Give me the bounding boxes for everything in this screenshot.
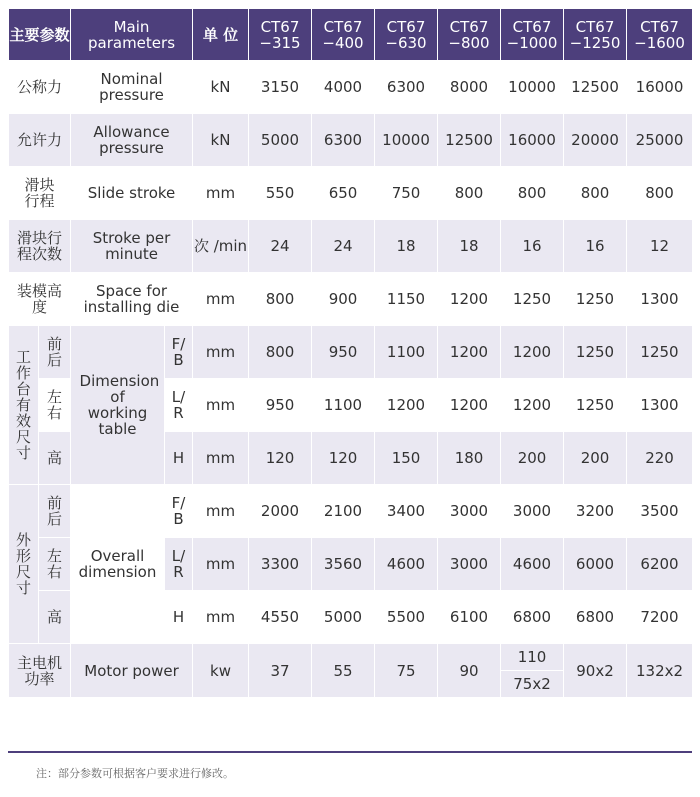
- row-unit: mm: [193, 167, 249, 220]
- model-header: CT67 −1600: [627, 9, 693, 61]
- row-label-zh-text: 主电机功率: [16, 653, 62, 688]
- cell-value: 6800: [501, 591, 564, 644]
- cell-value: 18: [438, 220, 501, 273]
- cell-value: 6300: [375, 61, 438, 114]
- sub-code: L/ R: [165, 379, 193, 432]
- cell-value: 1200: [438, 273, 501, 326]
- cell-value: 3300: [249, 538, 312, 591]
- cell-value: 18: [375, 220, 438, 273]
- cell-value: 10000: [375, 114, 438, 167]
- group-label-en: [71, 485, 165, 644]
- cell-value: 12: [627, 220, 693, 273]
- cell-value: 5500: [375, 591, 438, 644]
- table-row: [9, 220, 693, 273]
- cell-value: 37: [249, 644, 312, 698]
- cell-value: 75x2: [513, 675, 551, 693]
- cell-value: 6800: [564, 591, 627, 644]
- row-unit: mm: [193, 432, 249, 485]
- cell-value: 55: [312, 644, 375, 698]
- sub-code: H: [165, 432, 193, 485]
- row-unit: 次 /min: [193, 220, 249, 273]
- cell-value: 1250: [564, 273, 627, 326]
- cell-value: 2100: [312, 485, 375, 538]
- cell-value: 4600: [375, 538, 438, 591]
- cell-value: 90x2: [564, 644, 627, 698]
- row-label-zh: [9, 167, 71, 220]
- row-unit: mm: [193, 591, 249, 644]
- cell-value: 800: [627, 167, 693, 220]
- sub-label-zh-text: 左右: [46, 547, 62, 581]
- cell-value: 200: [501, 432, 564, 485]
- footnote: 注：部分参数可根据客户要求进行修改。: [36, 767, 234, 780]
- cell-value: 200: [564, 432, 627, 485]
- row-label-en: Space for installing die: [71, 273, 193, 326]
- table-row: [9, 273, 693, 326]
- cell-value: 750: [375, 167, 438, 220]
- row-label-zh-text: 滑块行程次数: [16, 229, 62, 263]
- cell-value: 3000: [438, 485, 501, 538]
- table-row: [9, 61, 693, 114]
- cell-value: 110: [501, 644, 563, 671]
- model-header: CT67 −315: [249, 9, 312, 61]
- cell-value: 16: [564, 220, 627, 273]
- cell-value: 950: [249, 379, 312, 432]
- row-unit: mm: [193, 273, 249, 326]
- cell-value: 1200: [438, 379, 501, 432]
- cell-value: 3200: [564, 485, 627, 538]
- row-label-en: Allowance pressure: [71, 114, 193, 167]
- sub-label-zh: [39, 326, 71, 379]
- cell-value: 25000: [627, 114, 693, 167]
- cell-value: 120: [312, 432, 375, 485]
- row-unit: kN: [193, 61, 249, 114]
- sub-label-zh: [39, 379, 71, 432]
- group-label-zh-text: 工作台有效尺寸: [16, 348, 32, 462]
- cell-value: 800: [564, 167, 627, 220]
- row-unit: kN: [193, 114, 249, 167]
- cell-value: 150: [375, 432, 438, 485]
- table-row: [9, 114, 693, 167]
- sub-code: H: [165, 591, 193, 644]
- cell-value: 220: [627, 432, 693, 485]
- footer-divider: [8, 751, 692, 753]
- cell-value: 550: [249, 167, 312, 220]
- header-zh: 主要参数: [9, 9, 71, 61]
- table-row: [9, 644, 693, 698]
- row-label-zh: [9, 273, 71, 326]
- group-label-en-text: Overall dimension: [78, 547, 157, 581]
- cell-value: 1150: [375, 273, 438, 326]
- cell-value: 12500: [438, 114, 501, 167]
- cell-value: 6200: [627, 538, 693, 591]
- cell-value: 1250: [501, 273, 564, 326]
- cell-value: 5000: [249, 114, 312, 167]
- cell-value: 90: [438, 644, 501, 698]
- row-unit: mm: [193, 538, 249, 591]
- row-label-en: Nominal pressure: [71, 61, 193, 114]
- cell-value-split: [501, 644, 564, 698]
- cell-value: 16000: [501, 114, 564, 167]
- table-row: [9, 485, 693, 538]
- cell-value: 3150: [249, 61, 312, 114]
- group-label-zh: [9, 326, 39, 485]
- sub-label-zh: 高: [39, 591, 71, 644]
- cell-value: 950: [312, 326, 375, 379]
- parameter-table: [8, 8, 693, 698]
- row-unit: kw: [193, 644, 249, 698]
- cell-value: 1100: [375, 326, 438, 379]
- model-header: CT67 −630: [375, 9, 438, 61]
- row-label-zh-text: 装模高度: [16, 282, 62, 316]
- header-row: [9, 9, 693, 61]
- table-row: [9, 326, 693, 379]
- cell-value: 1200: [438, 326, 501, 379]
- table-row: [9, 167, 693, 220]
- cell-value: 20000: [564, 114, 627, 167]
- cell-value: 1250: [564, 326, 627, 379]
- cell-value: 1200: [501, 379, 564, 432]
- cell-value: 10000: [501, 61, 564, 114]
- cell-value: 800: [438, 167, 501, 220]
- sub-label-zh: 高: [39, 432, 71, 485]
- cell-value: 6000: [564, 538, 627, 591]
- cell-value: 7200: [627, 591, 693, 644]
- sub-label-zh-text: 左右: [46, 388, 62, 422]
- cell-value: 6100: [438, 591, 501, 644]
- sub-label-zh-text: 前后: [46, 335, 62, 369]
- group-label-zh-text: 外形尺寸: [16, 531, 32, 597]
- cell-value: 1200: [375, 379, 438, 432]
- group-label-en-text: Dimension of working table: [79, 372, 160, 438]
- cell-value: 3560: [312, 538, 375, 591]
- cell-value: 5000: [312, 591, 375, 644]
- row-unit: mm: [193, 326, 249, 379]
- row-label-en: Slide stroke: [71, 167, 193, 220]
- cell-value: 16000: [627, 61, 693, 114]
- row-label-en: Motor power: [71, 644, 193, 698]
- row-label-en: Stroke per minute: [71, 220, 193, 273]
- sub-label-zh-text: 前后: [46, 494, 62, 528]
- cell-value: 1250: [564, 379, 627, 432]
- group-label-en: [71, 326, 165, 485]
- cell-value: 800: [501, 167, 564, 220]
- cell-value: 1100: [312, 379, 375, 432]
- header-unit: 单 位: [193, 9, 249, 61]
- cell-value: 16: [501, 220, 564, 273]
- header-en: Main parameters: [71, 9, 193, 61]
- cell-value: 6300: [312, 114, 375, 167]
- model-header: CT67 −400: [312, 9, 375, 61]
- row-label-zh-text: 滑块行程: [24, 176, 55, 210]
- group-label-zh: [9, 485, 39, 644]
- cell-value: 900: [312, 273, 375, 326]
- sub-code: F/ B: [165, 326, 193, 379]
- sub-code: F/ B: [165, 485, 193, 538]
- row-label-zh: 允许力: [9, 114, 71, 167]
- cell-value: 800: [249, 326, 312, 379]
- row-label-zh: [9, 220, 71, 273]
- cell-value: 3400: [375, 485, 438, 538]
- cell-value: 4000: [312, 61, 375, 114]
- row-label-zh: [9, 644, 71, 698]
- cell-value: 24: [312, 220, 375, 273]
- cell-value: 1250: [627, 326, 693, 379]
- cell-value: 75: [375, 644, 438, 698]
- model-header: CT67 −1000: [501, 9, 564, 61]
- cell-value: 2000: [249, 485, 312, 538]
- row-unit: mm: [193, 485, 249, 538]
- model-header: CT67 −800: [438, 9, 501, 61]
- cell-value: 1300: [627, 273, 693, 326]
- cell-value: 8000: [438, 61, 501, 114]
- cell-value: 1200: [501, 326, 564, 379]
- model-header: CT67 −1250: [564, 9, 627, 61]
- cell-value: 3500: [627, 485, 693, 538]
- cell-value: 650: [312, 167, 375, 220]
- cell-value: 24: [249, 220, 312, 273]
- row-label-zh: 公称力: [9, 61, 71, 114]
- sub-label-zh: [39, 485, 71, 538]
- cell-value: 3000: [438, 538, 501, 591]
- cell-value: 132x2: [627, 644, 693, 698]
- cell-value: 800: [249, 273, 312, 326]
- cell-value: 120: [249, 432, 312, 485]
- cell-value: 3000: [501, 485, 564, 538]
- cell-value: 4600: [501, 538, 564, 591]
- cell-value: 12500: [564, 61, 627, 114]
- sub-code: L/ R: [165, 538, 193, 591]
- sub-label-zh: [39, 538, 71, 591]
- row-unit: mm: [193, 379, 249, 432]
- cell-value: 4550: [249, 591, 312, 644]
- cell-value: 180: [438, 432, 501, 485]
- cell-value: 1300: [627, 379, 693, 432]
